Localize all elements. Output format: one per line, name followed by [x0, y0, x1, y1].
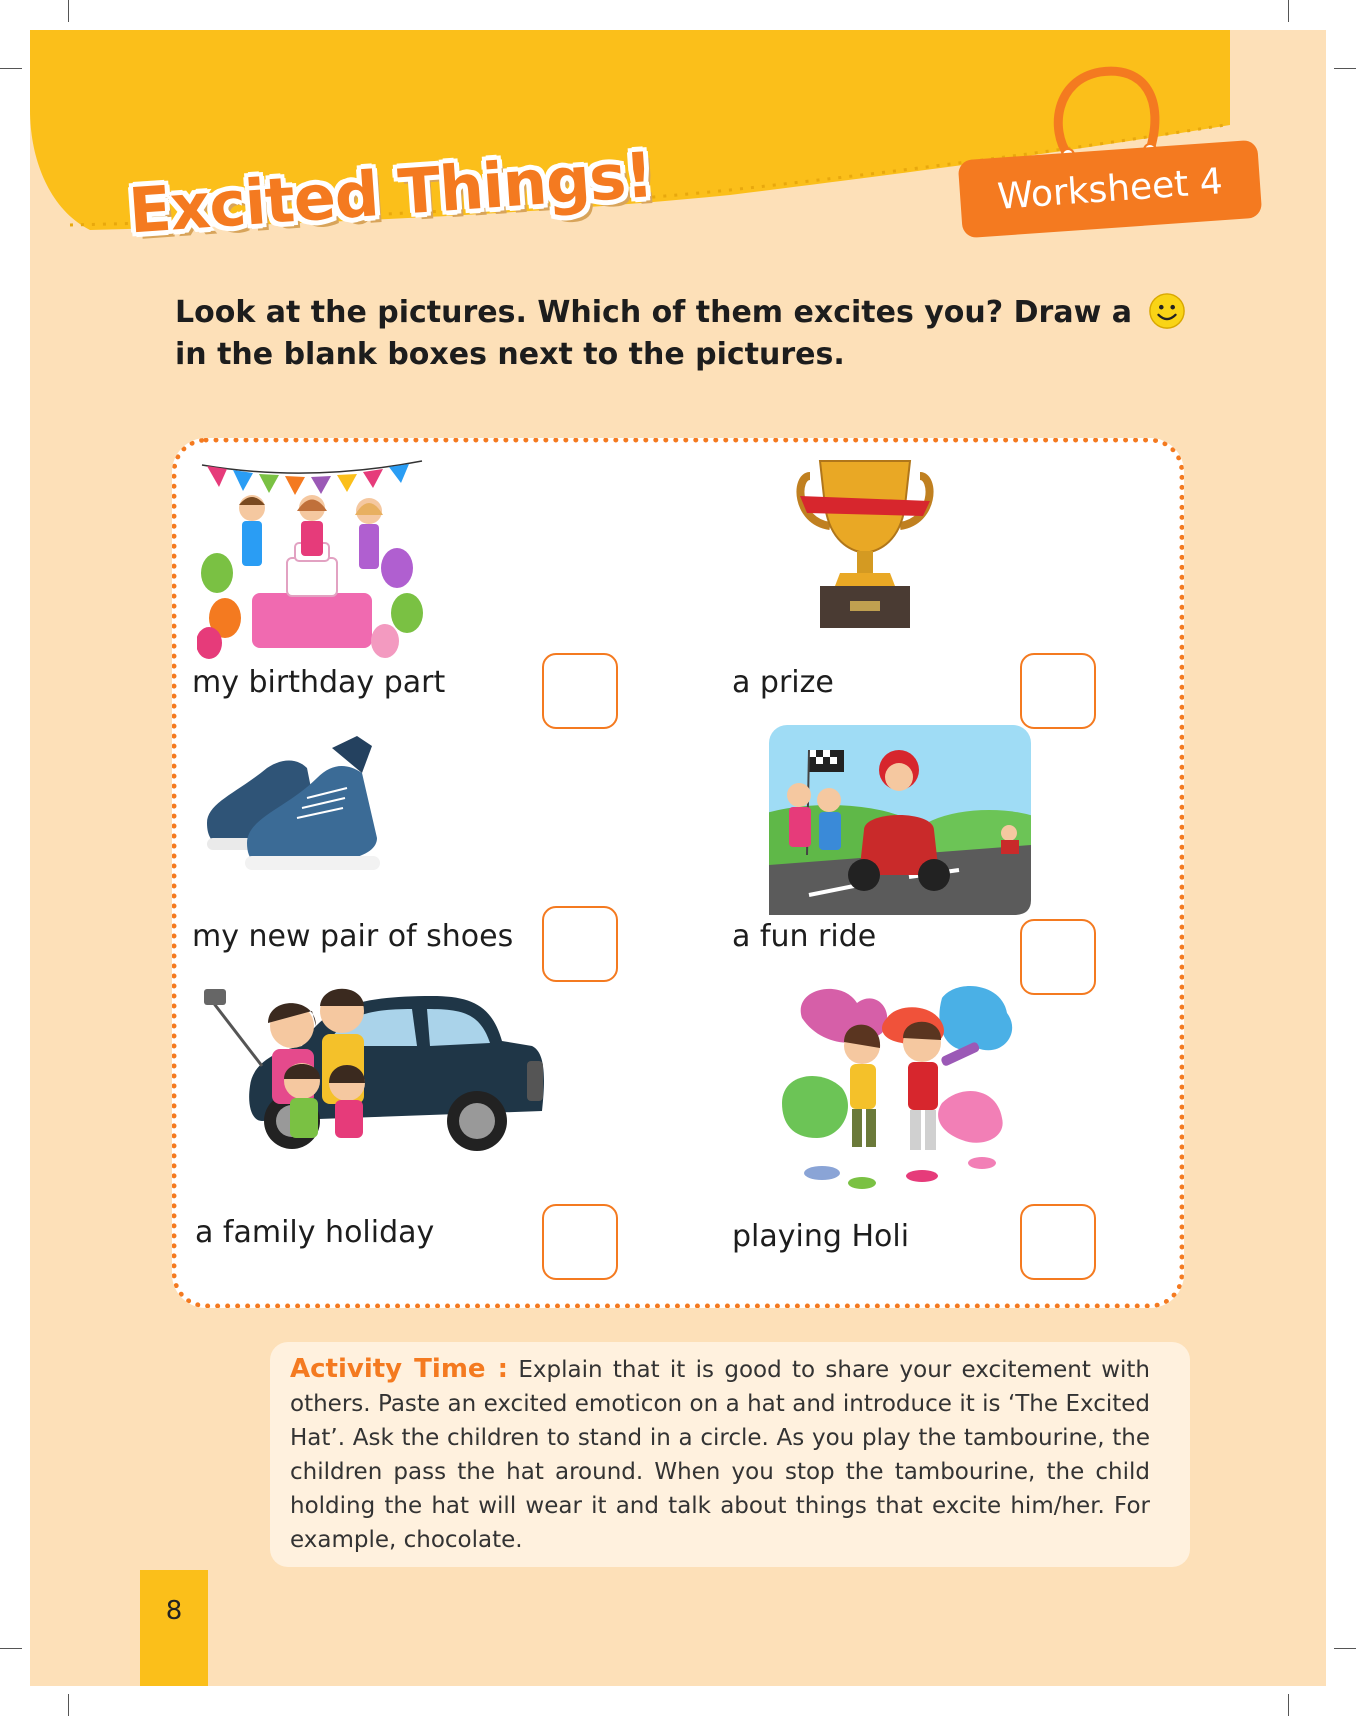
- instruction: [175, 292, 1195, 376]
- activity-text: [290, 1352, 1150, 1557]
- page-title: Excited Things!: [126, 138, 655, 248]
- crop-mark: [68, 1694, 69, 1716]
- sneakers-illustration: [197, 728, 397, 878]
- family-car-illustration: [202, 971, 552, 1166]
- item-label: my birthday part: [192, 665, 446, 700]
- item-label: my new pair of shoes: [192, 919, 514, 954]
- activity-body: Explain that it is good to share your excitement with others. Paste an excited emoticon on a hat and introduce it is ‘The Excited Hat’. Ask the children to stand in a circle. As you play the tambourine, the children pass the hat around. When you stop the tambourine, the child holding the hat will wear it and talk about things that excite him/her. For example, chocolate.: [290, 1357, 1150, 1553]
- crop-mark: [0, 68, 22, 69]
- worksheet-tag: [950, 60, 1270, 240]
- activity-card: [172, 438, 1184, 1308]
- answer-box[interactable]: [1020, 653, 1096, 729]
- page-number-tab: [140, 1570, 208, 1686]
- answer-box[interactable]: [542, 1204, 618, 1280]
- instruction-text-2: in the blank boxes next to the pictures.: [175, 337, 845, 372]
- crop-mark: [68, 0, 69, 22]
- activity-heading: Activity Time :: [290, 1354, 509, 1384]
- item-label: a family holiday: [195, 1215, 435, 1250]
- crop-mark: [1288, 1694, 1289, 1716]
- answer-box[interactable]: [1020, 919, 1096, 995]
- page-number: 8: [165, 1596, 183, 1626]
- crop-mark: [1288, 0, 1289, 22]
- crop-mark: [0, 1648, 22, 1649]
- go-kart-ride-illustration: [769, 725, 1031, 915]
- trophy-illustration: [795, 451, 935, 631]
- answer-box[interactable]: [542, 653, 618, 729]
- crop-mark: [1334, 1648, 1356, 1649]
- item-label: a fun ride: [732, 919, 877, 954]
- answer-box[interactable]: [1020, 1204, 1096, 1280]
- holi-children-illustration: [782, 978, 1027, 1193]
- activity-time-box: [270, 1342, 1190, 1567]
- answer-box[interactable]: [542, 906, 618, 982]
- worksheet-page: [30, 30, 1326, 1686]
- crop-mark: [1334, 68, 1356, 69]
- smiley-face-icon: [1148, 292, 1186, 330]
- instruction-text: Look at the pictures. Which of them excites you? Draw a: [175, 295, 1132, 330]
- worksheet-label: Worksheet 4: [996, 160, 1224, 218]
- item-label: playing Holi: [732, 1219, 910, 1254]
- birthday-party-illustration: [197, 453, 427, 663]
- item-label: a prize: [732, 665, 834, 700]
